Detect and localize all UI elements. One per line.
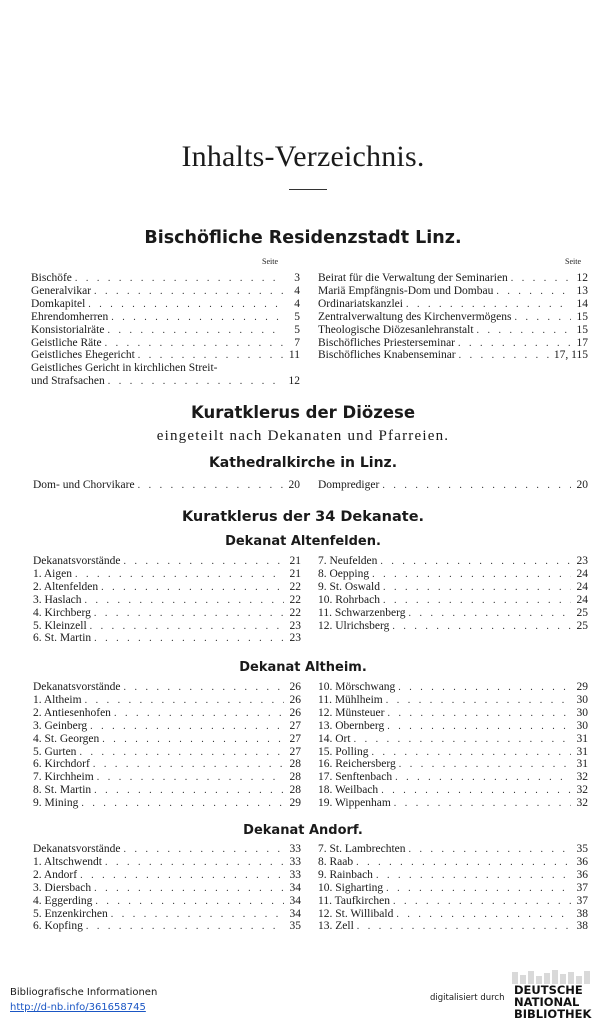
toc-entry[interactable] [318, 337, 588, 350]
entry-page: 31 [576, 745, 588, 758]
leader-dots [95, 895, 284, 908]
entry-label: 11. Taufkirchen [318, 894, 391, 907]
entry-page: 28 [289, 771, 301, 784]
section-heading-andorf: Dekanat Andorf. [243, 823, 363, 838]
entry-page: 24 [576, 567, 588, 580]
section-heading-altheim: Dekanat Altheim. [239, 660, 367, 675]
entry-label: 6. Kopfing [33, 920, 83, 933]
entry-page: 20 [288, 479, 300, 491]
entry-label: Ehrendomherren [31, 310, 109, 323]
entry-label: 2. Antiesenhofen [33, 706, 111, 719]
entry-page: 21 [289, 567, 301, 580]
entry-page: 26 [289, 693, 301, 706]
entry-page: 22 [289, 606, 301, 619]
leader-dots [511, 272, 571, 285]
toc-entry-continued[interactable]: Geistliches Gericht in kirchlichen Streit- [31, 362, 218, 375]
entry-label: 15. Polling [318, 745, 369, 758]
entry-label: 14. Ort [318, 732, 351, 745]
entry-label: 11. Mühlheim [318, 693, 383, 706]
leader-dots [406, 298, 571, 311]
leader-dots [81, 797, 284, 810]
toc-entry[interactable] [318, 298, 588, 311]
entry-label: 4. Eggerding [33, 894, 93, 907]
entry-label: Dekanatsvorstände [33, 843, 121, 855]
toc-entry[interactable] [33, 733, 301, 746]
toc-entry[interactable] [33, 869, 301, 882]
entry-label: Konsistorialräte [31, 323, 105, 336]
entry-page: 5 [294, 323, 300, 336]
toc-entry[interactable] [318, 797, 588, 810]
entry-label: 12. Münsteuer [318, 706, 385, 719]
entry-page: 17 [576, 336, 588, 349]
entry-page: 14 [576, 297, 588, 310]
entry-label: 7. St. Lambrechten [318, 843, 406, 855]
leader-dots [75, 272, 283, 285]
leader-dots [80, 869, 284, 882]
toc-entry[interactable] [31, 324, 300, 337]
leader-dots [380, 555, 571, 568]
leader-dots [105, 856, 284, 869]
entry-page: 32 [576, 797, 588, 810]
entry-label: 2. Altenfelden [33, 580, 99, 593]
entry-label: Domprediger [318, 479, 380, 491]
toc-entry[interactable] [33, 555, 301, 568]
leader-dots [386, 694, 571, 707]
entry-page: 32 [576, 771, 588, 784]
entry-label: 8. Oepping [318, 567, 370, 580]
leader-dots [392, 620, 571, 633]
toc-entry[interactable] [31, 272, 300, 285]
leader-dots [94, 607, 284, 620]
entry-page: 25 [576, 606, 588, 619]
toc-entry[interactable] [33, 758, 301, 771]
entry-label: 1. Altschwendt [33, 855, 102, 868]
entry-label: 6. St. Martin [33, 632, 92, 645]
entry-page: 3 [294, 272, 300, 284]
toc-entry[interactable] [318, 285, 588, 298]
entry-label: 9. Rainbach [318, 868, 373, 881]
leader-dots [381, 784, 571, 797]
toc-entry[interactable] [318, 349, 588, 362]
toc-entry-kathedral-left[interactable] [33, 479, 300, 492]
entry-page: 7 [294, 336, 300, 349]
toc-entry[interactable] [318, 733, 588, 746]
entry-label: 10. Sigharting [318, 881, 384, 894]
leader-dots [354, 733, 571, 746]
leader-dots [94, 784, 284, 797]
entry-page: 27 [289, 745, 301, 758]
toc-entry[interactable] [318, 272, 588, 285]
leader-dots [458, 337, 571, 350]
toc-entry[interactable] [318, 882, 588, 895]
entry-page: 36 [576, 868, 588, 881]
entry-label: 10. Mörschwang [318, 681, 396, 693]
entry-page: 23 [289, 632, 301, 645]
toc-entry[interactable] [33, 784, 301, 797]
entry-page: 33 [289, 855, 301, 868]
toc-entry[interactable] [318, 607, 588, 620]
leader-dots [382, 479, 571, 492]
entry-label: Ordinariatskanzlei [318, 297, 403, 310]
entry-label: 13. Obernberg [318, 719, 385, 732]
entry-page: 21 [289, 555, 301, 567]
leader-dots [394, 797, 571, 810]
leader-dots [383, 594, 571, 607]
bibliographic-info-label: Bibliografische Informationen [10, 987, 158, 998]
leader-dots [102, 733, 284, 746]
leader-dots [138, 479, 283, 492]
entry-label: Mariä Empfängnis-Dom und Dombau [318, 284, 494, 297]
leader-dots [393, 895, 571, 908]
toc-entry[interactable] [318, 311, 588, 324]
toc-entry[interactable] [318, 581, 588, 594]
toc-entry[interactable] [33, 843, 301, 856]
entry-page: 28 [289, 758, 301, 771]
entry-label: 9. St. Oswald [318, 580, 380, 593]
leader-dots [94, 285, 283, 298]
leader-dots [108, 375, 283, 388]
entry-label: 1. Altheim [33, 693, 82, 706]
leader-dots [371, 746, 571, 759]
leader-dots [79, 746, 284, 759]
entry-label: 11. Schwarzenberg [318, 606, 406, 619]
entry-label: Bischöfliches Priesterseminar [318, 336, 456, 349]
entry-page: 24 [576, 593, 588, 606]
toc-entry[interactable] [318, 895, 588, 908]
entry-page: 32 [576, 784, 588, 797]
toc-entry[interactable] [31, 337, 300, 350]
seite-label-left: Seite [262, 257, 278, 266]
leader-dots [75, 568, 284, 581]
entry-page: 4 [294, 297, 300, 310]
entry-label: Generalvikar [31, 284, 92, 297]
dnb-logo-line-3: BIBLIOTHEK [514, 1007, 592, 1020]
toc-entry[interactable] [33, 797, 301, 810]
entry-page: 11 [288, 349, 300, 362]
toc-entry[interactable] [318, 746, 588, 759]
entry-label: 2. Andorf [33, 868, 78, 881]
entry-label: Dekanatsvorstände [33, 555, 121, 567]
leader-dots [86, 920, 284, 933]
toc-entry[interactable] [318, 771, 588, 784]
leader-dots [356, 856, 571, 869]
dnb-logo-line-2: NATIONAL [514, 995, 580, 1009]
page-title: Inhalts-Verzeichnis. [181, 140, 425, 173]
entry-page: 23 [289, 619, 301, 632]
leader-dots [383, 581, 571, 594]
entry-label: Geistliches Ehegericht [31, 349, 135, 362]
toc-entry[interactable] [318, 843, 588, 856]
entry-page: 26 [289, 706, 301, 719]
section-heading-dekanate: Kuratklerus der 34 Dekanate. [181, 509, 425, 525]
entry-page: 4 [294, 284, 300, 297]
leader-dots [124, 681, 285, 694]
leader-dots [409, 607, 572, 620]
toc-entry[interactable] [33, 607, 301, 620]
toc-entry[interactable] [33, 581, 301, 594]
leader-dots [101, 581, 284, 594]
entry-label: 4. Kirchberg [33, 606, 91, 619]
entry-label: 12. St. Willibald [318, 907, 394, 920]
entry-page: 5 [294, 310, 300, 323]
entry-label: Geistliche Räte [31, 336, 102, 349]
entry-page: 22 [289, 593, 301, 606]
toc-entry[interactable] [318, 568, 588, 581]
toc-entry[interactable] [318, 324, 588, 337]
toc-entry[interactable] [318, 707, 588, 720]
entry-label: 3. Geinberg [33, 719, 88, 732]
entry-page: 34 [289, 881, 301, 894]
entry-label: Bischöfe [31, 272, 72, 284]
entry-label: Beirat für die Verwaltung der Seminarien [318, 272, 508, 284]
section-subheading-kuratklerus: eingeteilt nach Dekanaten und Pfarreien. [156, 428, 450, 444]
entry-page: 28 [289, 784, 301, 797]
toc-entry[interactable] [33, 594, 301, 607]
toc-entry[interactable] [33, 720, 301, 733]
leader-dots [372, 568, 571, 581]
toc-entry[interactable] [33, 746, 301, 759]
leader-dots [124, 843, 285, 856]
toc-entry[interactable] [318, 681, 588, 694]
leader-dots [515, 311, 571, 324]
leader-dots [111, 908, 284, 921]
toc-entry-kathedral-right[interactable] [318, 479, 588, 492]
dnb-logo[interactable] [510, 970, 600, 1020]
toc-entry[interactable] [31, 311, 300, 324]
digitized-by-label: digitalisiert durch [430, 993, 505, 1003]
entry-page: 13 [576, 284, 588, 297]
entry-label: 16. Reichersberg [318, 758, 396, 771]
bibliographic-info [10, 985, 157, 1015]
entry-page: 35 [576, 843, 588, 855]
entry-label: 10. Rohrbach [318, 593, 380, 606]
entry-page: 20 [576, 479, 588, 491]
entry-page: 38 [576, 907, 588, 920]
leader-dots [85, 594, 284, 607]
section-heading-altenfelden: Dekanat Altenfelden. [225, 534, 381, 549]
toc-entry[interactable] [31, 375, 300, 388]
leader-dots [386, 882, 571, 895]
section-heading-kathedral: Kathedralkirche in Linz. [208, 455, 398, 471]
entry-page: 31 [576, 758, 588, 771]
entry-page: 36 [576, 855, 588, 868]
toc-entry[interactable] [318, 694, 588, 707]
entry-page: 37 [576, 881, 588, 894]
toc-entry[interactable] [318, 784, 588, 797]
toc-entry[interactable] [33, 920, 301, 933]
leader-dots [94, 882, 284, 895]
entry-page: 26 [289, 681, 301, 693]
toc-entry[interactable] [318, 720, 588, 733]
toc-entry[interactable] [33, 908, 301, 921]
entry-page: 25 [576, 619, 588, 632]
section-heading-kuratklerus: Kuratklerus der Diözese [190, 403, 416, 422]
toc-entry[interactable] [33, 895, 301, 908]
leader-dots [114, 707, 284, 720]
leader-dots [396, 908, 571, 921]
entry-label: 13. Zell [318, 920, 354, 933]
leader-dots [105, 337, 283, 350]
entry-page: 29 [289, 797, 301, 810]
entry-page: 34 [289, 907, 301, 920]
toc-entry[interactable] [31, 285, 300, 298]
entry-label: 6. Kirchdorf [33, 758, 90, 771]
toc-entry[interactable] [318, 856, 588, 869]
entry-label: Dom- und Chorvikare [33, 479, 135, 491]
entry-label: 9. Mining [33, 797, 79, 810]
leader-dots [409, 843, 571, 856]
toc-entry[interactable] [31, 349, 300, 362]
toc-entry[interactable] [31, 298, 300, 311]
entry-page: 27 [289, 732, 301, 745]
leader-dots [93, 758, 284, 771]
seite-label-right: Seite [565, 257, 581, 266]
entry-page: 30 [576, 693, 588, 706]
entry-label: 19. Wippenham [318, 797, 391, 810]
entry-label: 4. St. Georgen [33, 732, 100, 745]
toc-entry[interactable] [33, 632, 301, 645]
entry-page: 15 [576, 323, 588, 336]
entry-page: 12 [288, 375, 300, 388]
leader-dots [85, 694, 284, 707]
entry-page: 35 [289, 920, 301, 933]
toc-entry[interactable] [318, 594, 588, 607]
toc-entry[interactable] [33, 856, 301, 869]
entry-page: 23 [576, 555, 588, 567]
leader-dots [124, 555, 285, 568]
entry-label: 3. Diersbach [33, 881, 92, 894]
toc-entry[interactable] [33, 620, 301, 633]
entry-label: 8. St. Martin [33, 784, 92, 797]
leader-dots [496, 285, 571, 298]
leader-dots [477, 324, 571, 337]
entry-label: Theologische Diözesanlehranstalt [318, 323, 474, 336]
entry-page: 24 [576, 580, 588, 593]
entry-label: 1. Aigen [33, 567, 72, 580]
toc-entry[interactable] [33, 694, 301, 707]
entry-label: Domkapitel [31, 297, 86, 310]
toc-entry[interactable] [33, 681, 301, 694]
entry-label: 17. Senftenbach [318, 771, 393, 784]
title-divider [289, 189, 327, 190]
entry-label: 5. Enzenkirchen [33, 907, 108, 920]
toc-entry[interactable] [33, 771, 301, 784]
leader-dots [398, 681, 571, 694]
leader-dots [88, 298, 283, 311]
leader-dots [395, 771, 571, 784]
leader-dots [138, 349, 283, 362]
entry-label: 8. Raab [318, 855, 354, 868]
entry-page: 38 [576, 920, 588, 933]
leader-dots [387, 707, 571, 720]
entry-label: 5. Gurten [33, 745, 77, 758]
entry-label: 18. Weilbach [318, 784, 379, 797]
entry-label: Zentralverwaltung des Kirchenvermögens [318, 310, 512, 323]
entry-page: 12 [576, 272, 588, 284]
leader-dots [107, 324, 283, 337]
entry-page: 37 [576, 894, 588, 907]
dnb-logo-line-1: DEUTSCHE [514, 983, 583, 997]
leader-dots [387, 720, 571, 733]
entry-label: und Strafsachen [31, 375, 105, 388]
entry-label: Bischöfliches Knabenseminar [318, 349, 456, 362]
entry-label: 12. Ulrichsberg [318, 619, 390, 632]
entry-label: 5. Kleinzell [33, 619, 87, 632]
entry-page: 29 [576, 681, 588, 693]
entry-page: 22 [289, 580, 301, 593]
entry-page: 17, 115 [553, 349, 588, 362]
entry-label: 7. Kirchheim [33, 771, 94, 784]
entry-page: 30 [576, 719, 588, 732]
toc-entry[interactable] [318, 620, 588, 633]
entry-page: 15 [576, 310, 588, 323]
toc-entry[interactable] [318, 758, 588, 771]
toc-entry[interactable] [33, 707, 301, 720]
leader-dots [399, 758, 571, 771]
leader-dots [459, 349, 551, 362]
entry-label: Dekanatsvorstände [33, 681, 121, 693]
entry-page: 34 [289, 894, 301, 907]
toc-entry[interactable] [318, 869, 588, 882]
entry-label: 7. Neufelden [318, 555, 378, 567]
leader-dots [376, 869, 571, 882]
toc-entry[interactable] [318, 555, 588, 568]
entry-page: 33 [289, 843, 301, 855]
entry-page: 30 [576, 706, 588, 719]
leader-dots [357, 920, 571, 933]
leader-dots [111, 311, 283, 324]
toc-entry[interactable] [33, 568, 301, 581]
toc-entry[interactable] [318, 908, 588, 921]
leader-dots [90, 720, 284, 733]
entry-page: 31 [576, 732, 588, 745]
leader-dots [90, 620, 284, 633]
entry-page: 27 [289, 719, 301, 732]
toc-entry[interactable] [318, 920, 588, 933]
toc-entry[interactable] [33, 882, 301, 895]
entry-page: 33 [289, 868, 301, 881]
leader-dots [94, 632, 284, 645]
leader-dots [97, 771, 284, 784]
section-heading-linz: Bischöfliche Residenzstadt Linz. [144, 228, 462, 248]
bibliographic-link[interactable]: http://d-nb.info/361658745 [10, 1002, 146, 1013]
entry-label: 3. Haslach [33, 593, 82, 606]
